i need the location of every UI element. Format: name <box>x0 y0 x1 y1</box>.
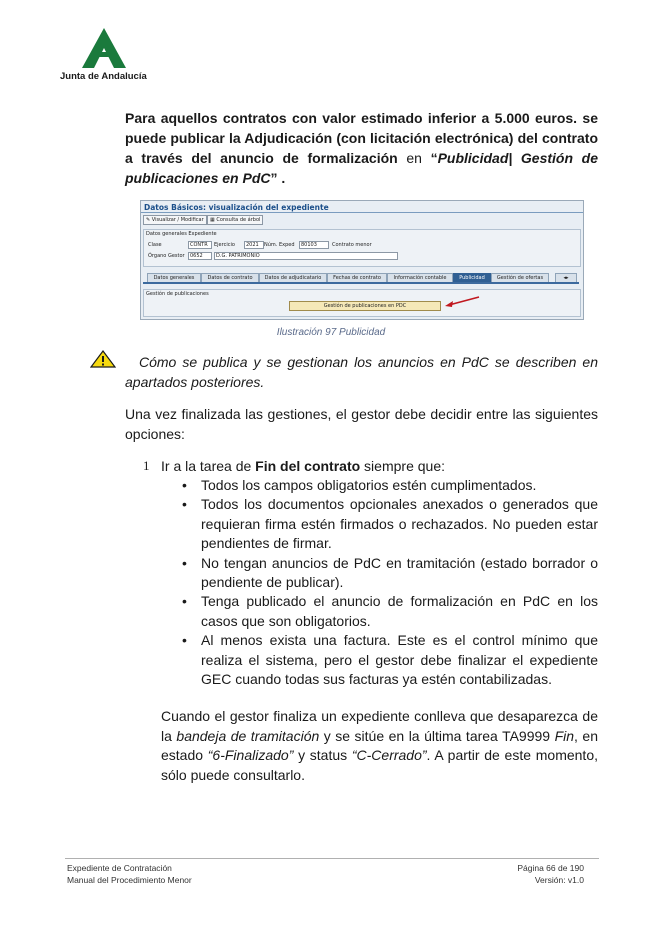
tab-datos-contrato[interactable]: Datos de contrato <box>201 273 259 283</box>
sap-general-group <box>143 229 581 267</box>
tab-datos-adjudicatario[interactable]: Datos de adjudicatario <box>259 273 327 283</box>
footer-rule <box>65 858 599 859</box>
sap-organo-label: Órgano Gestor <box>148 253 185 259</box>
list-number: 1 <box>143 458 150 473</box>
sap-group-title: Datos generales Expediente <box>146 231 217 237</box>
tab-publicidad[interactable]: Publicidad <box>453 273 491 283</box>
tab-informacion-contable[interactable]: Información contable <box>387 273 453 283</box>
red-arrow-icon <box>444 296 480 308</box>
sap-panel-title: Gestión de publicaciones <box>146 291 209 297</box>
list-item: • Tenga publicado el anuncio de formalización en PdC en los casos que son obligatorios. <box>180 592 598 631</box>
sap-consulta-arbol-button[interactable]: ▦ Consulta de árbol <box>207 215 263 225</box>
sap-visualizar-button[interactable]: ✎ Visualizar / Modificar <box>143 215 207 225</box>
sap-ejercicio-label: Ejercicio <box>214 242 235 248</box>
intro-paragraph <box>125 108 598 188</box>
options-intro: Una vez finalizada las gestiones, el gestor debe decidir entre las siguientes opciones: <box>125 406 598 442</box>
sap-organo-code-field[interactable]: 0652 <box>188 252 212 260</box>
sap-clase-field[interactable]: CONTR <box>188 241 212 249</box>
sap-title: Datos Básicos: visualización del expediente <box>144 203 329 212</box>
tab-scroll-arrows[interactable]: ◂▸ <box>555 273 577 283</box>
page-number: Página 66 de 190 <box>517 863 584 873</box>
tab-datos-generales[interactable]: Datos generales <box>147 273 201 283</box>
fin-contrato-label: Fin del contrato <box>255 458 361 474</box>
sap-num-label: Núm. Exped <box>264 242 295 248</box>
intro-normal: en <box>397 150 431 166</box>
tab-gestion-ofertas[interactable]: Gestión de ofertas <box>491 273 549 283</box>
logo-text: Junta de Andalucía <box>60 71 147 82</box>
warning-icon <box>90 350 116 368</box>
intro-italic: Publicidad| Gestión de publicaciones en PdC <box>125 150 599 186</box>
sap-screenshot <box>140 200 584 320</box>
sap-tab-baseline <box>143 282 579 284</box>
conditions-list <box>180 476 598 689</box>
footer-right <box>517 862 584 886</box>
footer-manual-title: Manual del Procedimiento Menor <box>67 875 192 885</box>
intro-quote-close: ” . <box>270 170 286 186</box>
gestion-publicaciones-button[interactable]: Gestión de publicaciones en PDC <box>289 301 441 311</box>
footer-doc-title: Expediente de Contratación <box>67 863 172 873</box>
figure-caption: Ilustración 97 Publicidad <box>276 327 386 338</box>
list-item: • No tengan anuncios de PdC en tramitación (estado borrador o pendiente de publicar). <box>180 554 598 593</box>
warning-text: Cómo se publica y se gestionan los anuncios en PdC se describen en apartados posteriores. <box>125 354 598 390</box>
list-item: • Todos los documentos opcionales anexados o generados que requieran firma estén firmados o rechazados. No pueden estar pendientes de firmar. <box>180 495 598 553</box>
list-item: • Al menos exista una factura. Este es el control mínimo que realiza el sistema, pero el gestor debe finalizar el expediente GEC cuando todas sus facturas ya estén contabilizadas. <box>180 631 598 689</box>
sap-clase-label: Clase <box>148 242 162 248</box>
junta-logo <box>60 28 150 88</box>
tab-fechas-contrato[interactable]: Fechas de contrato <box>327 273 387 283</box>
intro-quote-open: “ <box>430 150 438 166</box>
sap-ejercicio-field[interactable]: 2021 <box>244 241 264 249</box>
sap-publicidad-panel <box>143 289 581 317</box>
closing-paragraph: Cuando el gestor finaliza un expediente conlleva que desaparezca de la bandeja de tramitación y se sitúe en la última tarea TA9999 Fin, en estado “6-Finalizado” y status “C-Cerrado”. A partir de este momento, sólo puede consultarlo. <box>161 708 598 783</box>
list-lead: Ir a la tarea de Fin del contrato siempre que: <box>161 458 445 474</box>
footer-left <box>67 862 192 886</box>
sap-title-rule <box>141 212 583 213</box>
intro-bold: Para aquellos contratos con valor estimado inferior a 5.000 euros. se puede publicar la Adjudicación (con licitación electrónica) del contrato a través del anuncio de formalización <box>125 110 598 166</box>
sap-num-field[interactable]: 80103 <box>299 241 329 249</box>
junta-andalucia-logo-icon <box>82 28 126 68</box>
list-item: • Todos los campos obligatorios estén cumplimentados. <box>180 476 598 495</box>
version-label: Versión: v1.0 <box>534 875 584 885</box>
sap-tipo-label: Contrato menor <box>332 242 372 248</box>
sap-organo-name-field[interactable]: D.G. PATRIMONIO <box>214 252 398 260</box>
